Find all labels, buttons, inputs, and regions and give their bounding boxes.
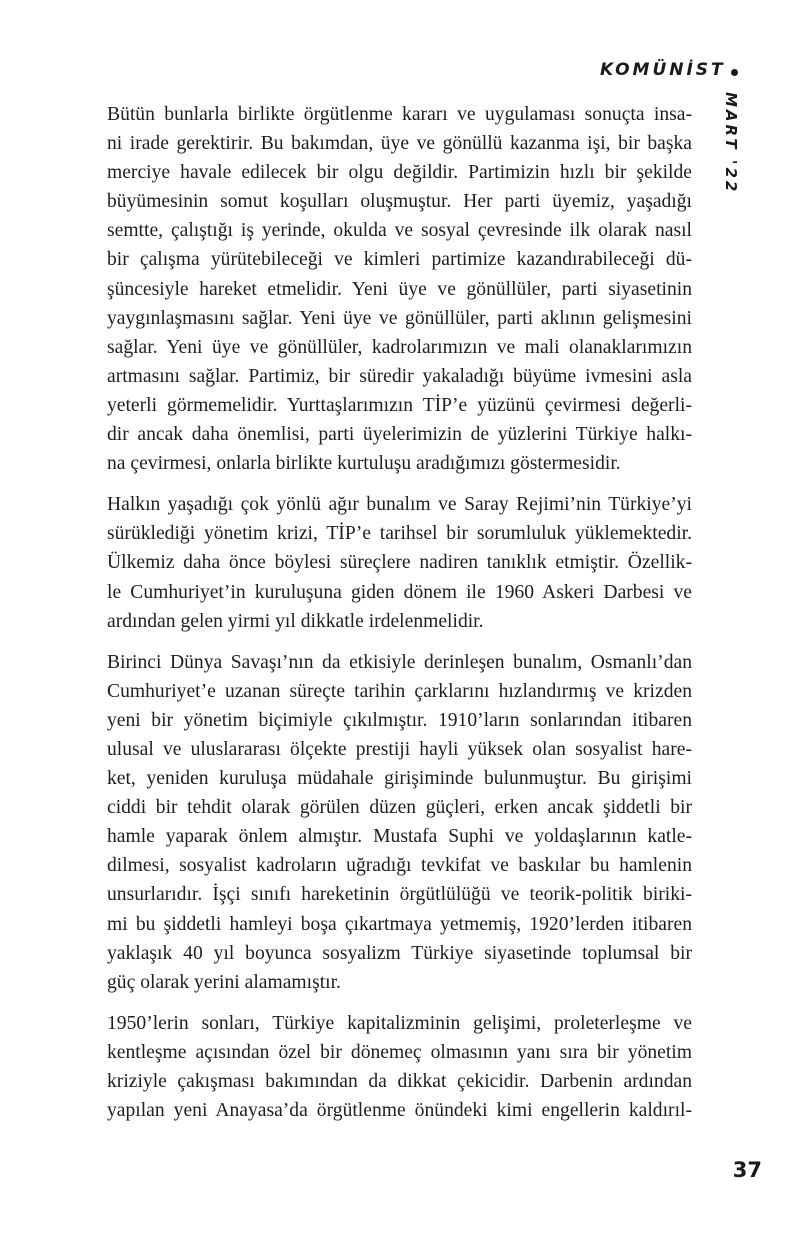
text-line: Halkın yaşadığı çok yönlü ağır bunalım ve Saray Rejimi’nin Türkiye’yi bbox=[107, 494, 692, 516]
text-line: güç olarak yerini alamamıştır. bbox=[107, 971, 341, 993]
text-line: Ülkemiz daha önce böylesi süreçlere nadiren tanıklık etmiştir. Özellik- bbox=[107, 552, 692, 574]
text-line: merciye havale edilecek bir olgu değildir. Partimizin hızlı bir şekilde bbox=[107, 162, 692, 184]
text-line: kriziyle çakışması bakımından da dikkat çekicidir. Darbenin ardından bbox=[107, 1071, 692, 1092]
text-line: artmasını sağlar. Partimiz, bir süredir yakaladığı büyüme ivmesini asla bbox=[107, 365, 692, 387]
page-number: 37 bbox=[732, 1158, 762, 1182]
text-line: hamle yaparak önlem almıştır. Mustafa Suphi ve yoldaşlarının katle- bbox=[107, 826, 692, 848]
paragraph-2 bbox=[107, 490, 692, 635]
text-line: mi bu şiddetli hamleyi boşa çıkartmaya yetmemiş, 1920’lerden itibaren bbox=[107, 913, 692, 935]
text-line: büyümesinin somut koşulları oluşmuştur. Her parti üyemiz, yaşadığı bbox=[107, 191, 692, 213]
text-line: sürüklediği yönetim krizi, TİP’e tarihsel bir sorumluluk yüklemektedir. bbox=[107, 523, 692, 545]
text-line: yaklaşık 40 yıl boyunca sosyalizm Türkiye siyasetinde toplumsal bir bbox=[107, 942, 692, 964]
text-line: yeni bir yönetim biçimiyle çıkılmıştır. 1910’ların sonlarından itibaren bbox=[107, 709, 692, 731]
text-line: Bütün bunlarla birlikte örgütlenme kararı ve uygulaması sonuçta insa- bbox=[107, 104, 692, 125]
text-line: semtte, çalıştığı iş yerinde, okulda ve sosyal çevresinde ilk olarak nasıl bbox=[107, 220, 692, 242]
paragraph-3 bbox=[107, 648, 692, 997]
text-line: ulusal ve uluslararası ölçekte prestiji hayli yüksek olan sosyalist hare- bbox=[107, 738, 692, 760]
text-line: Cumhuriyet’e uzanan süreçte tarihin çarklarını hızlandırmış ve krizden bbox=[107, 680, 692, 702]
text-line: ciddi bir tehdit olarak görülen düzen güçleri, erken ancak şiddetli bir bbox=[107, 797, 692, 819]
text-line: Birinci Dünya Savaşı’nın da etkisiyle derinleşen bunalım, Osmanlı’dan bbox=[107, 651, 692, 673]
text-line: bir çalışma yürütebileceği ve kimleri partimize kazandırabileceği dü- bbox=[107, 249, 692, 271]
text-line: le Cumhuriyet’in kuruluşuna giden dönem ile 1960 Askeri Darbesi ve bbox=[107, 581, 692, 603]
text-line: şüncesiyle hareket etmelidir. Yeni üye ve gönüllüler, parti siyasetinin bbox=[107, 278, 692, 300]
text-line: na çevirmesi, onlarla birlikte kurtuluşu aradığımızı göstermesidir. bbox=[107, 453, 621, 475]
paragraph-1 bbox=[107, 100, 692, 478]
issue-date: MART '22 bbox=[722, 92, 740, 195]
text-line: dilmesi, sosyalist kadroların uğradığı tevkifat ve baskılar bu hamlenin bbox=[107, 855, 692, 877]
paragraph-4 bbox=[107, 1009, 692, 1125]
text-line: kentleşme açısından özel bir dönemeç olmasının yanı sıra bir yönetim bbox=[107, 1041, 692, 1063]
article-body bbox=[107, 100, 692, 1137]
text-line: ardından gelen yirmi yıl dikkatle irdelenmelidir. bbox=[107, 610, 484, 632]
text-line: 1950’lerin sonları, Türkiye kapitalizminin gelişimi, proleterleşme ve bbox=[107, 1012, 692, 1034]
bullet-dot-icon bbox=[731, 69, 738, 76]
text-line: sağlar. Yeni üye ve gönüllüler, kadrolarımızın ve mali olanaklarımızın bbox=[107, 336, 692, 358]
publication-title: KOMÜNİST bbox=[600, 60, 726, 80]
text-line: yaygınlaşmasını sağlar. Yeni üye ve gönüllüler, parti aklının gelişmesini bbox=[107, 307, 692, 329]
text-line: yapılan yeni Anayasa’da örgütlenme önündeki kimi engellerin kaldırıl- bbox=[107, 1100, 692, 1122]
text-line: unsurlarıdır. İşçi sınıfı hareketinin örgütlülüğü ve teorik-politik biriki- bbox=[107, 884, 692, 906]
text-line: yeterli görmemelidir. Yurttaşlarımızın TİP’e yüzünü çevirmesi değerli- bbox=[107, 394, 692, 416]
text-line: ket, yeniden kuruluşa müdahale girişiminde bulunmuştur. Bu girişimi bbox=[107, 768, 692, 790]
text-line: dir ancak daha önemlisi, parti üyelerimizin de yüzlerini Türkiye halkı- bbox=[107, 424, 692, 446]
text-line: ni irade gerektirir. Bu bakımdan, üye ve gönüllü kazanma işi, bir başka bbox=[107, 133, 692, 155]
